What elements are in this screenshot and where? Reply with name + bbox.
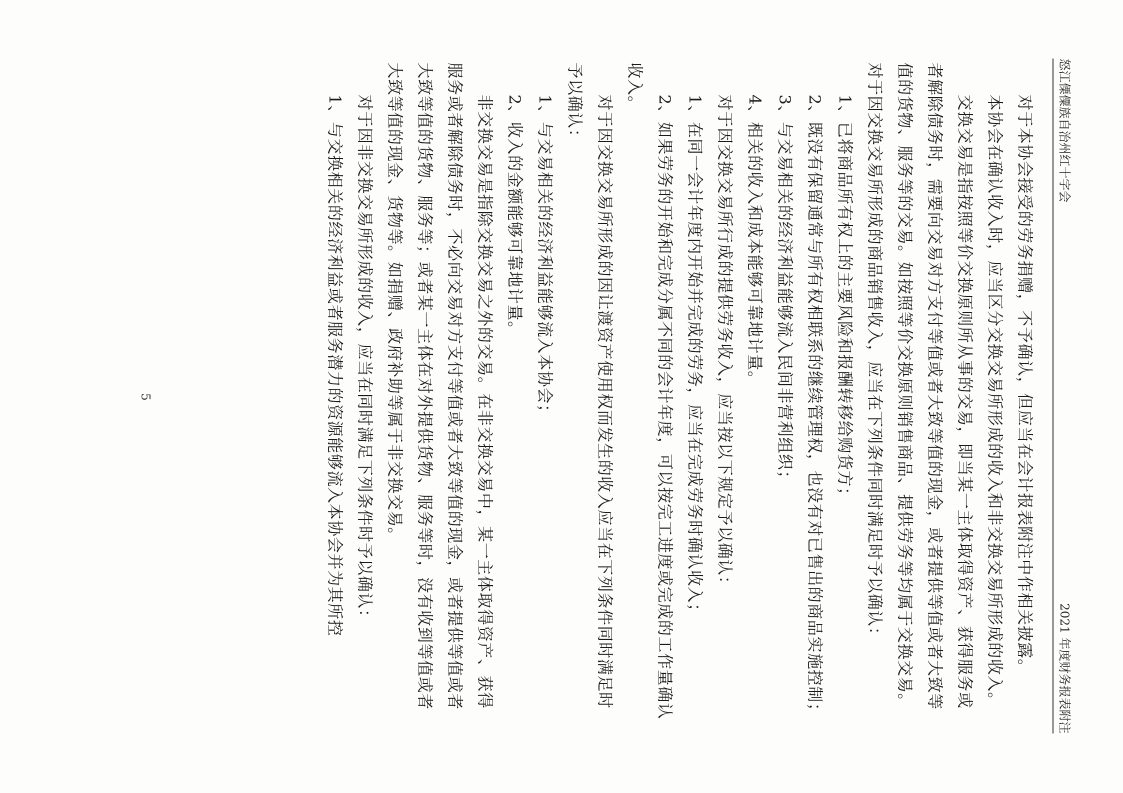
paragraph: 本协会在确认收入时，应当区分交换交易所形成的收入和非交换交易所形成的收入。: [985, 94, 1004, 709]
document-body: [319, 62, 1039, 721]
header-report-title: 2021 年度财务报表附注: [1057, 602, 1071, 733]
paragraph: 非交换交易是指除交换交易之外的交易。在非交换交易中，某一主体取得资产、获得服务或者解除债务时，不必向交易对方支付等值或者大致等值的现金，或者提供等值或者大致等值的货物、服务等；或者某一主体在对外提供货物、服务等时，没有收到等值或者大致等值的现金、货物等。如捐赠、政府补助等属于非交换交易。: [385, 62, 494, 710]
page-number: 5: [138, 392, 152, 401]
paragraph: 对于因交换交易所形成的因让渡资产使用权而发生的收入应当在下列条件同时满足时予以确认：: [565, 62, 614, 709]
paragraph: 对于因交换交易所行成的提供劳务收入，应当按以下规定予以确认：: [715, 94, 734, 593]
paragraph: 1、与交易相关的经济利益能够流入本协会；: [535, 94, 554, 421]
paragraph: 3、与交易相关的经济利益能够流入民间非营利组织；: [775, 94, 794, 487]
paragraph: 交换交易是指按照等价交换原则所从事的交易，即当某一主体取得资产、获得服务或者解除债务时，需要向交易对方支付等值或者大致等值的现金，或者提供等值或者大致等值的货物、服务等的交易。如按照等价交换原则销售商品、提供劳务等均属于交换交易。对于因交换交易所形成的商品销售收入，应当在下列条件同时满足时予以确认：: [865, 62, 974, 710]
paragraph: 2、既没有保留通常与所有权相联系的继续管理权，也没有对已售出的商品实施控制；: [805, 94, 824, 719]
paragraph: 对于因非交换交易所形成的收入，应当在同时满足下列条件时予以确认：: [355, 94, 374, 626]
header-org: 怒江傈僳族自治州红十字会: [1057, 58, 1071, 203]
paragraph: 1、与交换相关的经济利益或者服务潜力的资源能够流入本协会并为其所控: [325, 94, 344, 636]
page-header: [1052, 58, 1075, 733]
paragraph: 1、已将商品所有权上的主要风险和报酬转移给购货方；: [835, 94, 854, 504]
paragraph: 4、相关的收入和成本能够可靠地计量。: [745, 94, 764, 387]
paragraph: 对于本协会接受的劳务捐赠，不予确认，但应当在会计报表附注中作相关披露。: [1015, 94, 1034, 676]
paragraph: 1、在同一会计年度内开始并完成的劳务，应当在完成劳务时确认收入；: [685, 94, 704, 620]
paragraph: 2、如果劳务的开始和完成分属不同的会计年度，可以按完工进度或完成的工作量确认收入。: [625, 62, 674, 719]
paragraph: 2、收入的金额能够可靠地计量。: [505, 94, 524, 338]
